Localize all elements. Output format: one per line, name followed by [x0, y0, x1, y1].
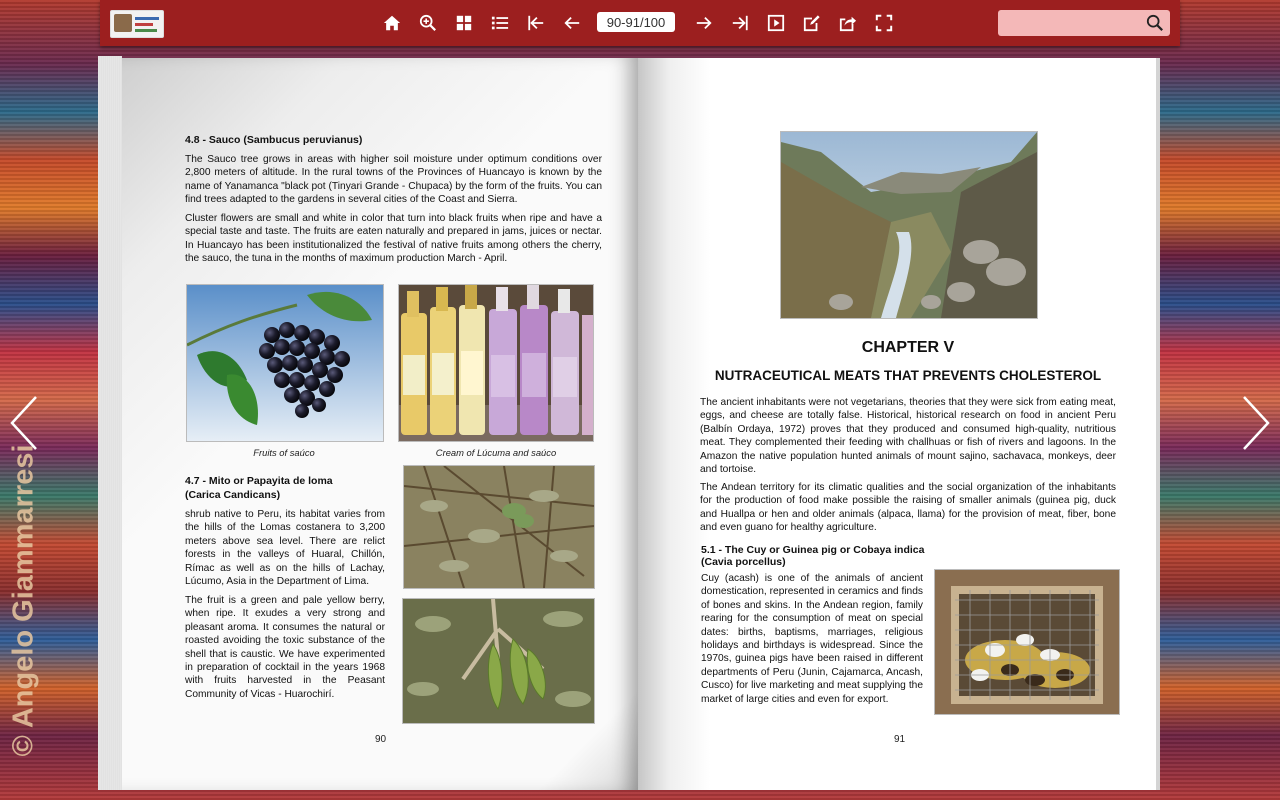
paragraph: The Andean territory for its climatic qualities and the social organization of the inhabitants for the production of food make possible the raising of smaller animals (guinea pig, duck and Huallpa or hen and older animals (alpaca, llama) for the provision of meat, fiber, bone and even guano for healthy agriculture.: [700, 482, 1116, 534]
paragraph: The ancient inhabitants were not vegetarians, theories that they were sick from eating meat, eggs, and cheese are totally false. Historical, historical research on food in ancient Peru (Balbín Ordaya, 1972) proves that they produced and consumed high-quality, nutritious meat. They complemented their feeding with challhuas or fish of rivers and lagoons. In the Amazon the native population hunted animals of mount sajino, sachavaca, monkeys, deer and tortoise.: [700, 397, 1116, 476]
logo-stripe: [135, 17, 159, 20]
previous-page-button[interactable]: [562, 13, 582, 33]
home-icon: [383, 14, 401, 32]
home-button[interactable]: [382, 13, 402, 33]
logo-stripe: [135, 23, 153, 26]
thumbnails-icon: [455, 14, 473, 32]
fullscreen-icon: [875, 14, 893, 32]
paragraph: shrub native to Peru, its habitat varies from the hills of the Lomas costanera to 3,200 meters above sea level. There are relict forests in the valleys of Huaral, Chillón, Rímac as well as on the hills of Lachay, Lúcumo, Asia in the Department of Lima.: [185, 509, 385, 588]
right-page[interactable]: [638, 58, 1156, 790]
paragraph: The fruit is a green and pale yellow berry, when ripe. It exudes a very strong and pleasant aroma. It consumes the natural or roasted avoiding the toxic substance of the shell that is caustic. We have experimented in preparation of cocktail in the years 1968 with fruits harvested in the Peasant Community of Vicas - Huarochirí.: [185, 595, 385, 700]
previous-page-arrow[interactable]: [8, 395, 40, 451]
page-stack-left: [98, 56, 122, 790]
page-number: 90: [375, 734, 387, 745]
table-of-contents-button[interactable]: [490, 13, 510, 33]
page-indicator-input[interactable]: [597, 12, 675, 32]
search-box: [998, 10, 1170, 36]
copyright-watermark: [2, 444, 48, 760]
photo-caption: Fruits of saúco: [253, 447, 315, 458]
fullscreen-button[interactable]: [874, 13, 894, 33]
guinea-pig-pen-photo: [934, 569, 1120, 715]
lucuma-sauco-cream-photo: [398, 284, 594, 442]
page-number: 91: [894, 734, 906, 745]
toolbar: [100, 0, 1180, 46]
chevron-right-icon: [1240, 395, 1272, 451]
section-heading: 4.8 - Sauco (Sambucus peruvianus): [185, 134, 363, 146]
first-page-icon: [527, 14, 545, 32]
mito-tree-photo: [403, 465, 595, 589]
section-heading: (Carica Candicans): [185, 489, 281, 501]
paragraph: The Sauco tree grows in areas with higher soil moisture under optimum conditions over 2,800 meters of altitude. In the rural towns of the Provinces of Huancayo is known by the name of Yanamanca "black pot (Tinyari Grande - Chupaca) by the form of the fruits. You can find trees adapted to the gardens in several cities of the Coast and Sierra.: [185, 154, 602, 206]
logo-mark: [114, 14, 132, 32]
logo-stripe: [135, 29, 157, 32]
zoom-in-icon: [419, 14, 437, 32]
search-icon[interactable]: [1146, 14, 1164, 32]
next-page-icon: [695, 14, 713, 32]
annotate-icon: [803, 14, 821, 32]
next-page-button[interactable]: [694, 13, 714, 33]
search-input[interactable]: [1004, 13, 1144, 35]
sauco-fruits-photo: [186, 284, 384, 442]
table-of-contents-icon: [491, 14, 509, 32]
chapter-title: CHAPTER V: [861, 339, 955, 356]
autoplay-button[interactable]: [766, 13, 786, 33]
section-heading: (Cavia porcellus): [701, 556, 786, 568]
paragraph: Cluster flowers are small and white in color that turn into black fruits when ripe and have a special taste and taste. The fruits are eaten naturally and prepared in jams, juices or nectar. In Huancayo has been institutionalized the festival of native fruits among others the cherry, the sauco, the tuna in the months of maximum production March - April.: [185, 213, 602, 265]
section-heading: 4.7 - Mito or Papayita de loma: [185, 475, 333, 487]
last-page-icon: [731, 14, 749, 32]
autoplay-icon: [767, 14, 785, 32]
andean-valley-photo: [780, 131, 1038, 319]
next-page-arrow[interactable]: [1240, 395, 1272, 451]
thumbnails-button[interactable]: [454, 13, 474, 33]
page-stack-right: [1156, 58, 1160, 790]
chapter-subtitle: NUTRACEUTICAL MEATS THAT PREVENTS CHOLESTEROL: [714, 368, 1102, 383]
flipbook: [98, 56, 1160, 790]
zoom-in-button[interactable]: [418, 13, 438, 33]
first-page-button[interactable]: [526, 13, 546, 33]
section-heading: 5.1 - The Cuy or Guinea pig or Cobaya indica: [701, 544, 925, 556]
share-button[interactable]: [838, 13, 858, 33]
copyright-watermark-text: © Angelo Giammarresi: [7, 444, 40, 757]
annotate-button[interactable]: [802, 13, 822, 33]
previous-page-icon: [563, 14, 581, 32]
paragraph: Cuy (acash) is one of the animals of ancient domestication, represented in ceramics and finds of bones and skins. In the Andean region, family rearing for the consumption of meat on special dates: births, baptisms, marriages, religious holidays and birthdays is widespread. Since the 1970s, guinea pigs have been raised in different departments of Peru (Junin, Cajamarca, Ancash, Cusco) for live marketing and meat supplying the market of large cities and even for export.: [701, 573, 923, 705]
share-icon: [839, 14, 857, 32]
left-page[interactable]: [122, 58, 638, 790]
photo-caption: Cream of Lúcuma and saúco: [435, 447, 557, 458]
chevron-left-icon: [8, 395, 40, 451]
mito-fruits-photo: [402, 598, 595, 724]
last-page-button[interactable]: [730, 13, 750, 33]
publisher-logo[interactable]: [110, 10, 164, 38]
